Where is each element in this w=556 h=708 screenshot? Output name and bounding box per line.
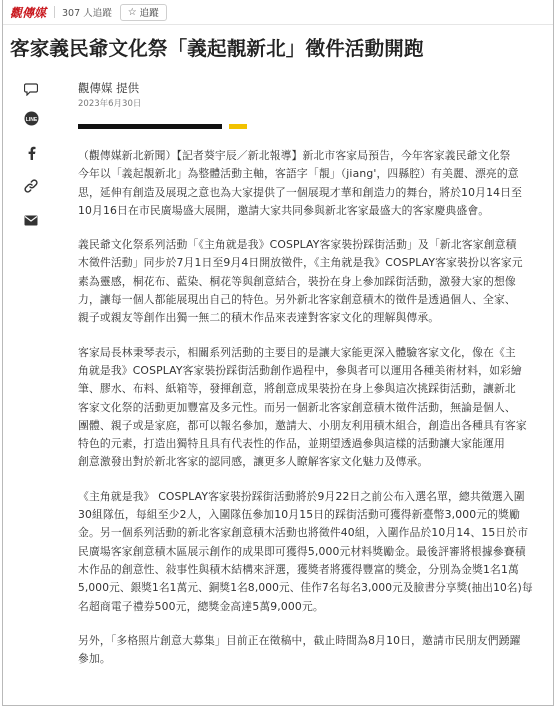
paragraph-line: 角就是我》COSPLAY客家裝扮踩街活動創作過程中，參與者可以運用各種美術材料，如彩繪 xyxy=(78,363,522,377)
top-divider xyxy=(3,24,553,25)
article-paragraph xyxy=(78,488,535,616)
paragraph-line: 筆、膠水、布料、紙箱等，發揮創意，將創意成果裝扮在身上參與這次挑踩街活動，讓新北 xyxy=(78,382,516,396)
paragraph-line: 5,000元、銀獎1名1萬元、銅獎1名8,000元、佳作7名每名3,000元及臉書分享獎(抽出10名)每 xyxy=(78,582,533,595)
article-paragraph xyxy=(78,344,535,472)
paragraph-line: 名超商電子禮券500元，總獎金高達5萬9,000元。 xyxy=(78,599,324,613)
paragraph-line: 客家局長林秉琴表示，相關系列活動的主要目的是讓大家能更深入體驗客家文化，像在《主 xyxy=(78,345,516,359)
paragraph-line: 客家文化祭的活動更加豐富及多元性。而另一個新北客家創意積木徵件活動，無論是個人、 xyxy=(78,400,516,414)
paragraph-line: 民廣場客家創意積木區展示創作的成果即可獲得5,000元材料獎勵金。最後評審將根據參賽積 xyxy=(78,544,526,558)
paragraph-line: 木作品的創意性、敍事性與積木結構來評選，獲獎者將獲得豐富的獎金，分別為金獎1名1萬 xyxy=(78,562,519,576)
comment-icon[interactable] xyxy=(22,80,40,98)
paragraph-line: 團體、親子或是家庭，都可以報名參加，邀請大、小朋友利用積木組合，創造出各種具有客家 xyxy=(78,418,527,432)
paragraph-line: 親子或親友等創作出獨一無二的積木作品來表達對客家文化的理解與傳承。 xyxy=(78,311,440,325)
paragraph-line: 義民爺文化祭系列活動「《主角就是我》COSPLAY客家裝扮踩街活動」及「新北客家創意積 xyxy=(78,238,517,252)
paragraph-line: 10月16日在市民廣場盛大展開，邀請大家共同參與新北客家最盛大的客家慶典盛會。 xyxy=(78,203,490,217)
article-paragraph xyxy=(78,147,535,220)
follow-label: 追蹤 xyxy=(139,8,159,19)
paragraph-line: 思，延伸有創造及展現之意也為大家提供了一個展現才華和創造力的舞台，將於10月14日至 xyxy=(78,185,523,199)
decor-bar-dark xyxy=(78,124,222,129)
article-date: 2023年6月30日 xyxy=(78,99,142,109)
follower-count xyxy=(62,5,112,19)
paragraph-line: 素為靈感，桐花布、藍染、桐花等與創意結合，裝扮在身上參加踩街活動，激發大家的想像 xyxy=(78,274,516,288)
paragraph-line: 《主角就是我》 COSPLAY客家裝扮踩街活動將於9月22日之前公布入選名單，總共徵選入圍 xyxy=(78,489,525,503)
article-title: 客家義民爺文化祭「義起靚新北」徵件活動開跑 xyxy=(10,37,424,60)
paragraph-line: 力，讓每一個人都能展現出自己的特色。另外新北客家創意積木的徵件是透過個人、全家、 xyxy=(78,293,516,307)
star-icon: ☆ xyxy=(127,6,137,18)
paragraph-line: 特色的元素，打造出獨特且具有代表性的作品，並期望透過參與這樣的活動讓大家能運用 xyxy=(78,437,505,451)
article-paragraph xyxy=(78,632,535,669)
paragraph-line: 創意激發出對於新北客家的認同感，讓更多人瞭解客家文化魅力及傳承。 xyxy=(78,455,429,469)
paragraph-line: 木徵件活動」同步於7月1日至9月4日開放徵件，《主角就是我》COSPLAY客家裝扮以客家元 xyxy=(78,256,523,270)
email-icon[interactable] xyxy=(22,211,40,229)
top-bar xyxy=(10,2,167,22)
paragraph-line: 30組隊伍，每組至少2人，入圍隊伍參加10月15日的踩街活動可獲得新臺幣3,000元的獎勵 xyxy=(78,508,521,522)
article-paragraph xyxy=(78,236,535,327)
paragraph-line: （觀傳媒新北新聞）【記者葵宇辰／新北報導】新北市客家局預告，今年客家義民爺文化祭 xyxy=(78,149,511,162)
article-author[interactable]: 觀傳媒 提供 xyxy=(78,81,140,95)
paragraph-line: 另外，「多格照片創意大募集」目前正在徵稿中，截止時間為8月10日，邀請市民朋友們踴躍 xyxy=(78,633,521,647)
top-separator xyxy=(54,6,55,18)
paragraph-line: 參加。 xyxy=(78,652,111,666)
publisher-logo[interactable]: 觀傳媒 xyxy=(10,5,47,20)
article-body xyxy=(78,147,535,684)
line-icon[interactable] xyxy=(22,109,40,127)
decor-bar-yellow xyxy=(229,124,247,129)
paragraph-line: 今年以「義起靚新北」為整體活動主軸，客語字「靚」（jiang'，四縣腔）有美麗、漂亮的意 xyxy=(78,167,519,181)
fans-label: 人追蹤 xyxy=(83,8,112,19)
fans-number: 307 xyxy=(62,8,81,19)
link-icon[interactable] xyxy=(22,177,40,195)
svg-text:LINE: LINE xyxy=(25,116,37,123)
facebook-icon[interactable] xyxy=(22,144,40,162)
paragraph-line: 金。另一個系列活動的新北客家創意積木活動也將徵件40組，入圍作品於10月14、15日於市 xyxy=(78,526,529,540)
follow-button[interactable] xyxy=(120,4,167,21)
